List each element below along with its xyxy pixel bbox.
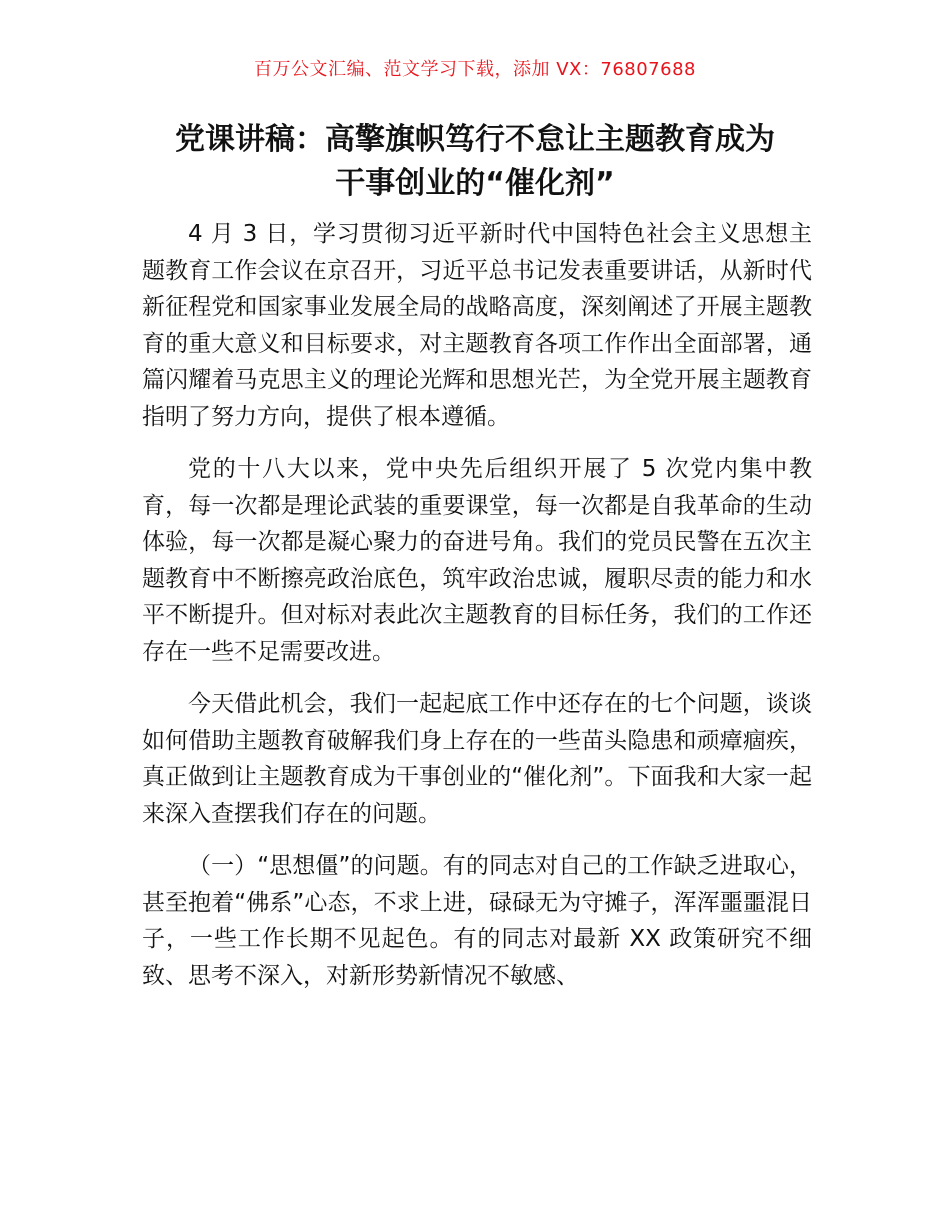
paragraph-4: （一）“思想僵”的问题。有的同志对自己的工作缺乏进取心，甚至抱着“佛系”心态，不求上进，碌碌无为守摊子，浑浑噩噩混日子，一些工作长期不见起色。有的同志对最新 XX 政策研究不细致、思考不深入，对新形势新情况不敏感、 <box>142 853 812 989</box>
paragraph-2: 党的十八大以来，党中央先后组织开展了 5 次党内集中教育，每一次都是理论武装的重要课堂，每一次都是自我革命的生动体验，每一次都是凝心聚力的奋进号角。我们的党员民警在五次主题教育中不断擦亮政治底色，筑牢政治忠诚，履职尽责的能力和水平不断提升。但对标对表此次主题教育的目标任务，我们的工作还存在一些不足需要改进。 <box>142 456 812 665</box>
paragraph-1: 4 月 3 日，学习贯彻习近平新时代中国特色社会主义思想主题教育工作会议在京召开，习近平总书记发表重要讲话，从新时代新征程党和国家事业发展全局的战略高度，深刻阐述了开展主题教育的重大意义和目标要求，对主题教育各项工作作出全面部署，通篇闪耀着马克思主义的理论光辉和思想光芒，为全党开展主题教育指明了努力方向，提供了根本遵循。 <box>142 221 812 430</box>
title-line-1: 党课讲稿：高擎旗帜笃行不怠让主题教育成为 <box>175 122 775 157</box>
paragraph-3: 今天借此机会，我们一起起底工作中还存在的七个问题，谈谈如何借助主题教育破解我们身上存在的一些苗头隐患和顽瘴痼疾，真正做到让主题教育成为干事创业的“催化剂”。下面我和大家一起来深入查摆我们存在的问题。 <box>142 691 812 827</box>
title-line-2: 干事创业的“催化剂” <box>335 166 615 201</box>
document-body <box>142 216 812 1010</box>
download-banner: 百万公文汇编、范文学习下载，添加 VX：76807688 <box>254 59 696 80</box>
document-title <box>100 118 850 206</box>
